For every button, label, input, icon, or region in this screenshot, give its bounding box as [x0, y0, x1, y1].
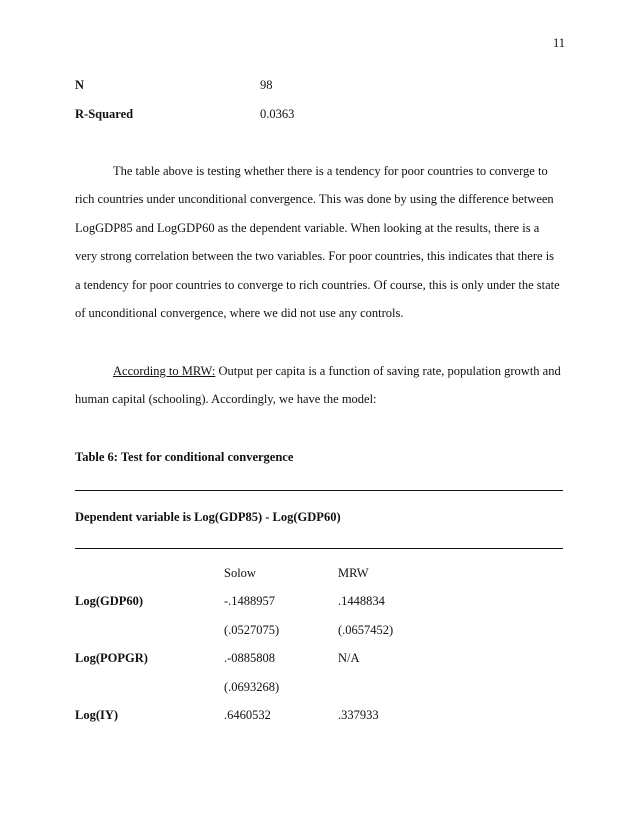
cell-mrw: .1448834: [338, 594, 385, 608]
row-label-log-gdp60: Log(GDP60): [75, 594, 144, 608]
column-header-mrw: MRW: [338, 566, 369, 580]
cell-mrw-se: (.0657452): [338, 623, 394, 637]
cell-solow: -.1488957: [224, 594, 276, 608]
paragraph1-line: rich countries under unconditional convergence. This was done by using the difference between: [75, 192, 554, 206]
cell-solow: .6460532: [224, 708, 271, 722]
stat-label-r-squared: R-Squared: [75, 107, 134, 121]
stat-value-r-squared: 0.0363: [260, 107, 295, 121]
dependent-variable-label: Dependent variable is Log(GDP85) - Log(GDP60): [75, 510, 341, 524]
stat-label-n: N: [75, 78, 85, 92]
table-title: Table 6: Test for conditional convergence: [75, 450, 294, 464]
cell-solow-se: (.0693268): [224, 680, 280, 694]
row-label-log-popgr: Log(POPGR): [75, 651, 148, 665]
paragraph1-line: of unconditional convergence, where we did not use any controls.: [75, 306, 404, 320]
paragraph1-line: The table above is testing whether there is a tendency for poor countries to converge to: [113, 164, 548, 178]
stat-value-n: 98: [260, 78, 273, 92]
table-header-rule: [75, 548, 563, 549]
paragraph2-line: [113, 363, 561, 379]
cell-solow-se: (.0527075): [224, 623, 280, 637]
paragraph1-line: very strong correlation between the two variables. For poor countries, this indicates that there is: [75, 249, 555, 263]
cell-mrw: N/A: [338, 651, 360, 665]
cell-solow: .-0885808: [224, 651, 276, 665]
paragraph2-line: human capital (schooling). Accordingly, we have the model:: [75, 392, 377, 406]
cell-mrw: .337933: [338, 708, 379, 722]
table-top-rule: [75, 490, 563, 491]
mrw-reference-link[interactable]: According to MRW:: [113, 364, 216, 378]
paragraph1-line: a tendency for poor countries to converge to rich countries. Of course, this is only under the state: [75, 278, 560, 292]
row-label-log-iy: Log(IY): [75, 708, 119, 722]
paragraph1-line: LogGDP85 and LogGDP60 as the dependent variable. When looking at the results, there is a: [75, 221, 540, 235]
paragraph2-line1-text: Output per capita is a function of saving rate, population growth and: [215, 364, 561, 378]
column-header-solow: Solow: [224, 566, 256, 580]
page-number: 11: [553, 36, 566, 50]
